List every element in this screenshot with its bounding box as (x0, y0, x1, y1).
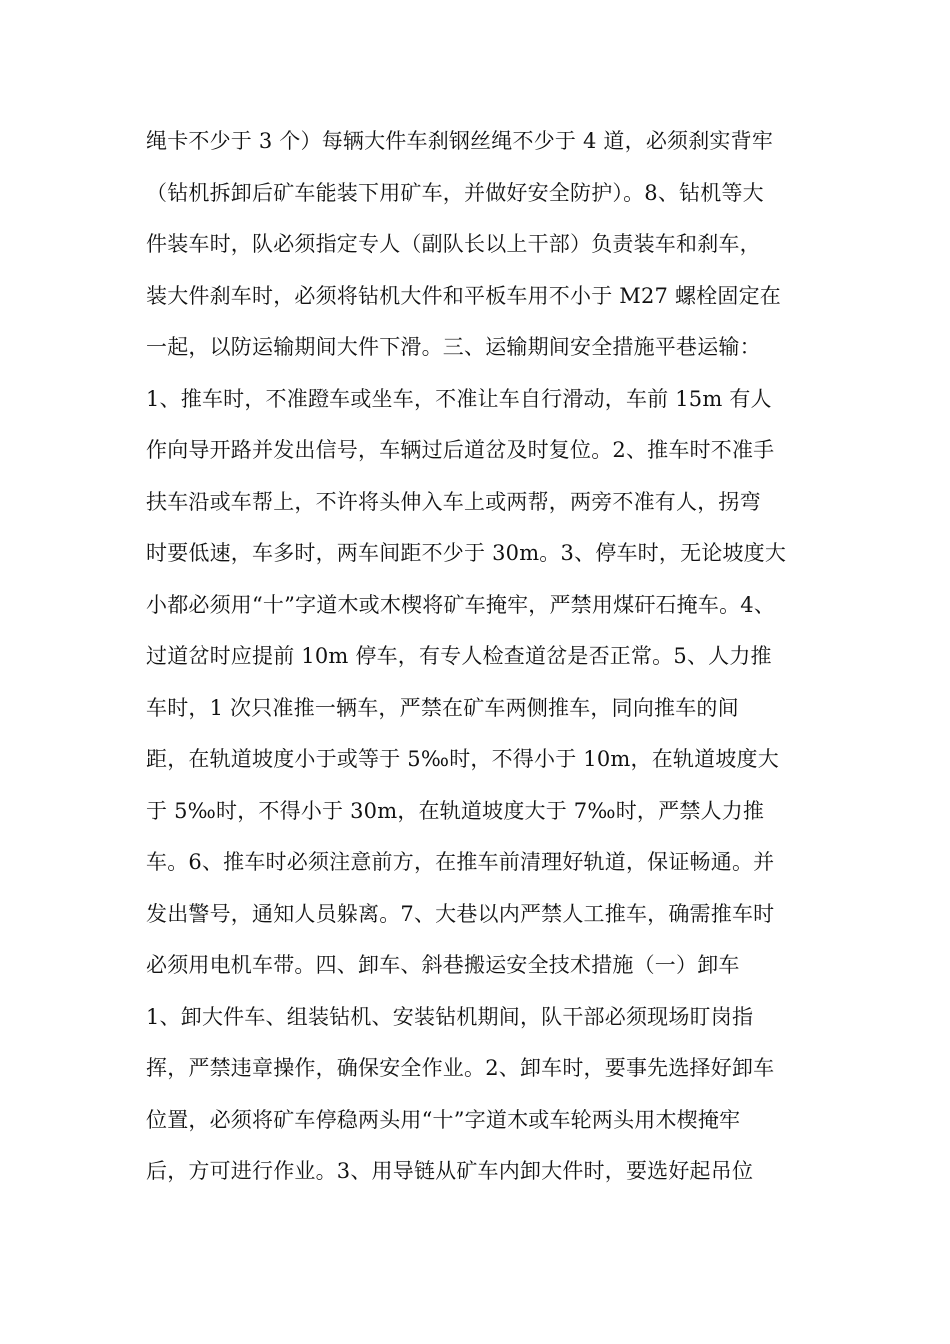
text-line: 车。6、推车时必须注意前方，在推车前清理好轨道，保证畅通。并 (146, 850, 775, 874)
text-line: 一起，以防运输期间大件下滑。三、运输期间安全措施平巷运输： (146, 335, 761, 359)
text-line: 绳卡不少于 3 个）每辆大件车刹钢丝绳不少于 4 道，必须刹实背牢 (146, 129, 774, 153)
body-text (146, 116, 816, 1198)
text-line: 1、卸大件车、组装钻机、安装钻机期间，队干部必须现场盯岗指 (146, 1004, 754, 1029)
text-line: 过道岔时应提前 10m 停车，有专人检查道岔是否正常。5、人力推 (146, 644, 772, 668)
text-line: 发出警号，通知人员躲离。7、大巷以内严禁人工推车，确需推车时 (146, 901, 775, 926)
text-line: 件装车时，队必须指定专人（副队长以上干部）负责装车和刹车， (146, 232, 761, 256)
text-line: 装大件刹车时，必须将钻机大件和平板车用不小于 M27 螺栓固定在 (146, 283, 781, 308)
text-line: （钻机拆卸后矿车能装下用矿车，并做好安全防护）。8、钻机等大 (146, 180, 764, 205)
text-line: 车时，1 次只准推一辆车，严禁在矿车两侧推车，同向推车的间 (146, 695, 739, 720)
text-line: 小都必须用“十”字道木或木楔将矿车掩牢，严禁用煤矸石掩车。4、 (146, 592, 776, 617)
text-line: 距，在轨道坡度小于或等于 5‰时，不得小于 10m，在轨道坡度大 (146, 747, 779, 771)
text-line: 后，方可进行作业。3、用导链从矿车内卸大件时，要选好起吊位 (146, 1159, 754, 1183)
text-line: 位置，必须将矿车停稳两头用“十”字道木或车轮两头用木楔掩牢 (146, 1107, 741, 1132)
text-line: 挥，严禁违章操作，确保安全作业。2、卸车时，要事先选择好卸车 (146, 1056, 775, 1080)
text-line: 时要低速，车多时，两车间距不少于 30m。3、停车时，无论坡度大 (146, 541, 787, 565)
text-line: 1、推车时，不准蹬车或坐车，不准让车自行滑动，车前 15m 有人 (146, 386, 772, 411)
text-line: 必须用电机车带。四、卸车、斜巷搬运安全技术措施（一）卸车 (146, 953, 740, 977)
text-line: 于 5‰时，不得小于 30m，在轨道坡度大于 7‰时，严禁人力推 (146, 798, 765, 823)
text-line: 扶车沿或车帮上，不许将头伸入车上或两帮，两旁不准有人，拐弯 (146, 489, 761, 514)
text-line: 作向导开路并发出信号，车辆过后道岔及时复位。2、推车时不准手 (146, 438, 775, 462)
